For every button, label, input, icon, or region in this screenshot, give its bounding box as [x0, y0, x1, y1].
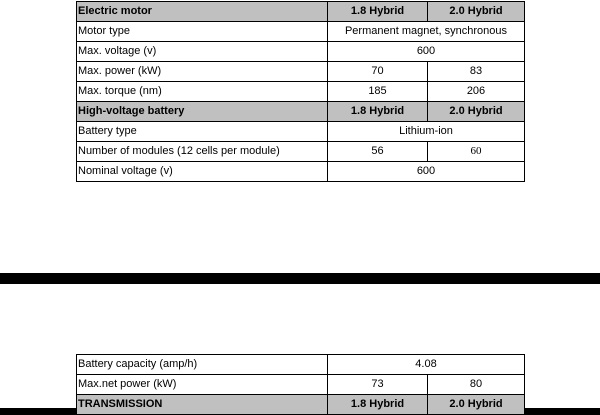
row-label: Number of modules (12 cells per module) [77, 142, 328, 162]
table-row-battery-capacity [77, 355, 525, 375]
spec-table-1 [76, 1, 525, 182]
section-header-transmission [77, 395, 525, 415]
row-value: 600 [328, 42, 525, 62]
row-label: Motor type [77, 22, 328, 42]
row-label: Nominal voltage (v) [77, 162, 328, 182]
value-2-0-hybrid: 206 [428, 82, 525, 102]
row-label: Max. power (kW) [77, 62, 328, 82]
value-2-0-hybrid: 83 [428, 62, 525, 82]
row-value: Permanent magnet, synchronous [328, 22, 525, 42]
section-header-high-voltage-battery [77, 102, 525, 122]
col-header-1: 1.8 Hybrid [328, 395, 428, 415]
row-label: TRANSMISSION [77, 395, 328, 415]
col-header-1: 1.8 Hybrid [328, 102, 428, 122]
table-row-max-torque [77, 82, 525, 102]
value-2-0-hybrid: 80 [428, 375, 525, 395]
row-label: Max. torque (nm) [77, 82, 328, 102]
table-row-modules [77, 142, 525, 162]
col-header-2: 2.0 Hybrid [428, 2, 525, 22]
spec-table-2 [76, 354, 525, 415]
document-page-2 [0, 284, 600, 408]
table-row-motor-type [77, 22, 525, 42]
row-label: Battery type [77, 122, 328, 142]
row-label: Battery capacity (amp/h) [77, 355, 328, 375]
value-1-8-hybrid: 56 [328, 142, 428, 162]
row-value: 600 [328, 162, 525, 182]
col-header-2: 2.0 Hybrid [428, 395, 525, 415]
row-label: High-voltage battery [77, 102, 328, 122]
col-header-2: 2.0 Hybrid [428, 102, 525, 122]
section-header-electric-motor [77, 2, 525, 22]
value-1-8-hybrid: 185 [328, 82, 428, 102]
row-label: Max. voltage (v) [77, 42, 328, 62]
table-row-max-voltage [77, 42, 525, 62]
row-label: Max.net power (kW) [77, 375, 328, 395]
row-value: 4.08 [328, 355, 525, 375]
col-header-1: 1.8 Hybrid [328, 2, 428, 22]
value-1-8-hybrid: 73 [328, 375, 428, 395]
row-value: Lithium-ion [328, 122, 525, 142]
table-row-max-net-power [77, 375, 525, 395]
row-label: Electric motor [77, 2, 328, 22]
value-2-0-hybrid: 60 [428, 142, 525, 162]
value-1-8-hybrid: 70 [328, 62, 428, 82]
table-row-nominal-voltage [77, 162, 525, 182]
table-row-max-power [77, 62, 525, 82]
table-row-battery-type [77, 122, 525, 142]
